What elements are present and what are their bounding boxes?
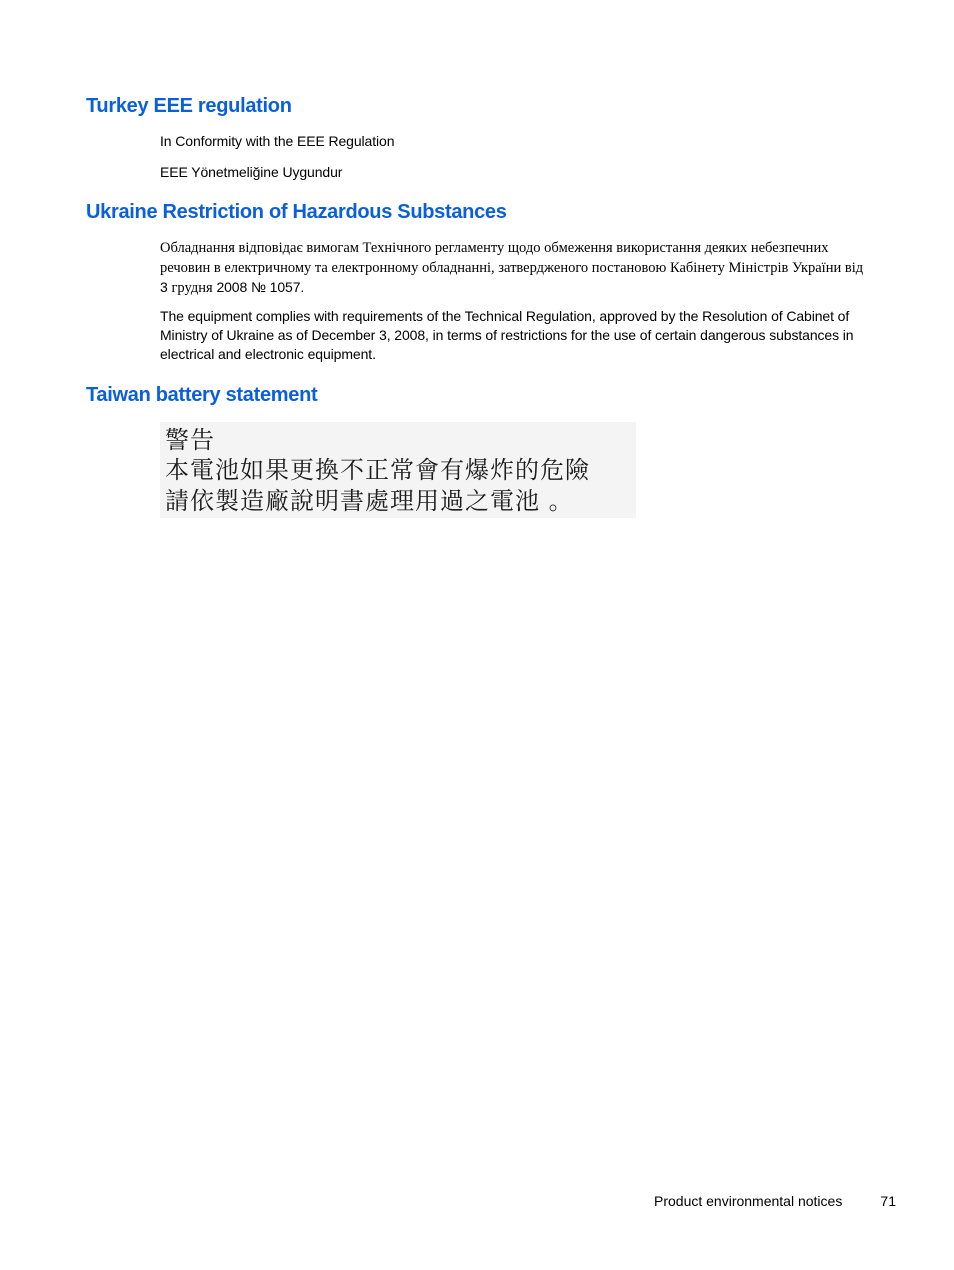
- ukraine-statement-ukrainian-part2: 3: [160, 279, 168, 295]
- turkey-conformity-line-en: In Conformity with the EEE Regulation: [160, 133, 395, 149]
- ukraine-statement-ukrainian-part1: Обладнання відповідає вимогам Технічного регламенту щодо обмеження використання деяких небезпечних речовин в електричному та електронному обладнанні, затвердженого постановою Кабінету Міністрів України від: [160, 240, 864, 276]
- ukraine-statement-english: The equipment complies with requirements of the Technical Regulation, approved by the Resolution of Cabinet of Ministry of Ukraine as of December 3, 2008, in terms of restrictions for the use of certain dangerous substances in electrical and electronic equipment.: [160, 308, 854, 362]
- taiwan-warning-line-1: 本電池如果更換不正常會有爆炸的危險: [165, 456, 590, 484]
- taiwan-warning-line-2: 請依製造廠說明書處理用過之電池 。: [165, 487, 574, 515]
- ukraine-statement-ukrainian-part3: грудня: [171, 280, 213, 296]
- ukraine-statement-ukrainian: [160, 238, 872, 298]
- taiwan-battery-heading: Taiwan battery statement: [86, 384, 318, 406]
- turkey-eee-heading: Turkey EEE regulation: [86, 95, 292, 117]
- taiwan-battery-warning-image: [160, 422, 636, 518]
- footer-section-title: Product environmental notices: [654, 1193, 843, 1209]
- ukraine-statement-ukrainian-part4: 2008 № 1057.: [216, 279, 305, 295]
- taiwan-warning-title: 警告: [165, 426, 215, 454]
- page-number: 71: [880, 1193, 896, 1209]
- ukraine-rohs-heading: Ukraine Restriction of Hazardous Substances: [86, 201, 507, 223]
- turkey-conformity-line-tr: EEE Yönetmeliğine Uygundur: [160, 164, 343, 180]
